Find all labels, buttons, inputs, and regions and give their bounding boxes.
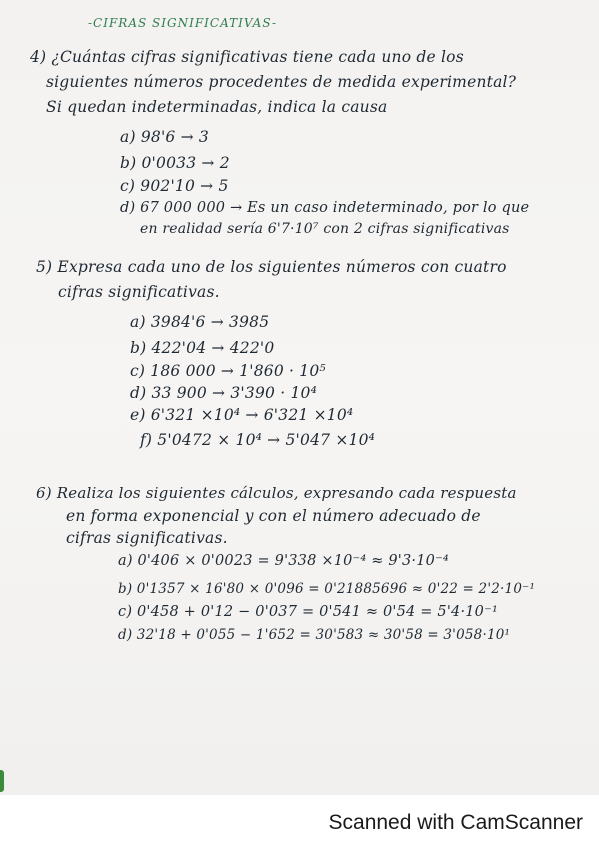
q4-item-d-cont: en realidad sería 6'7·10⁷ con 2 cifras significativas — [140, 221, 510, 237]
page-title: -CIFRAS SIGNIFICATIVAS- — [88, 16, 278, 30]
page-edge-mark — [0, 770, 4, 792]
q6-line-1: 6) Realiza los siguientes cálculos, expresando cada respuesta — [36, 484, 517, 502]
q6-item-d: d) 32'18 + 0'055 − 1'652 = 30'583 ≈ 30'58 = 3'058·10¹ — [118, 627, 511, 643]
q4-item-b: b) 0'0033 → 2 — [120, 154, 230, 172]
q6-item-c: c) 0'458 + 0'12 − 0'037 = 0'541 ≈ 0'54 = 5'4·10⁻¹ — [118, 604, 498, 620]
q5-item-e: e) 6'321 ×10⁴ → 6'321 ×10⁴ — [130, 406, 354, 424]
q4-line-1: 4) ¿Cuántas cifras significativas tiene cada uno de los — [30, 48, 464, 66]
scanner-watermark: Scanned with CamScanner — [328, 811, 583, 834]
q5-item-f: f) 5'0472 × 10⁴ → 5'047 ×10⁴ — [140, 431, 376, 449]
q6-line-2: en forma exponencial y con el número adecuado de — [66, 507, 481, 525]
q5-line-2: cifras significativas. — [58, 283, 220, 301]
q5-item-d: d) 33 900 → 3'390 · 10⁴ — [130, 384, 317, 402]
q4-line-2: siguientes números procedentes de medida experimental? — [46, 73, 517, 91]
q6-line-3: cifras significativas. — [66, 529, 228, 547]
q4-item-d: d) 67 000 000 → Es un caso indeterminado, por lo que — [120, 200, 530, 216]
q6-item-a: a) 0'406 × 0'0023 = 9'338 ×10⁻⁴ ≈ 9'3·10⁻⁴ — [118, 553, 449, 569]
q6-item-b: b) 0'1357 × 16'80 × 0'096 = 0'21885696 ≈ 0'22 = 2'2·10⁻¹ — [118, 581, 536, 597]
q5-item-b: b) 422'04 → 422'0 — [130, 339, 275, 357]
q5-item-a: a) 3984'6 → 3985 — [130, 313, 270, 331]
q4-line-3: Si quedan indeterminadas, indica la causa — [46, 98, 388, 116]
scanner-footer — [0, 795, 599, 848]
q5-item-c: c) 186 000 → 1'860 · 10⁵ — [130, 362, 326, 380]
q4-item-c: c) 902'10 → 5 — [120, 177, 229, 195]
q4-item-a: a) 98'6 → 3 — [120, 128, 209, 146]
q5-line-1: 5) Expresa cada uno de los siguientes números con cuatro — [36, 258, 507, 276]
